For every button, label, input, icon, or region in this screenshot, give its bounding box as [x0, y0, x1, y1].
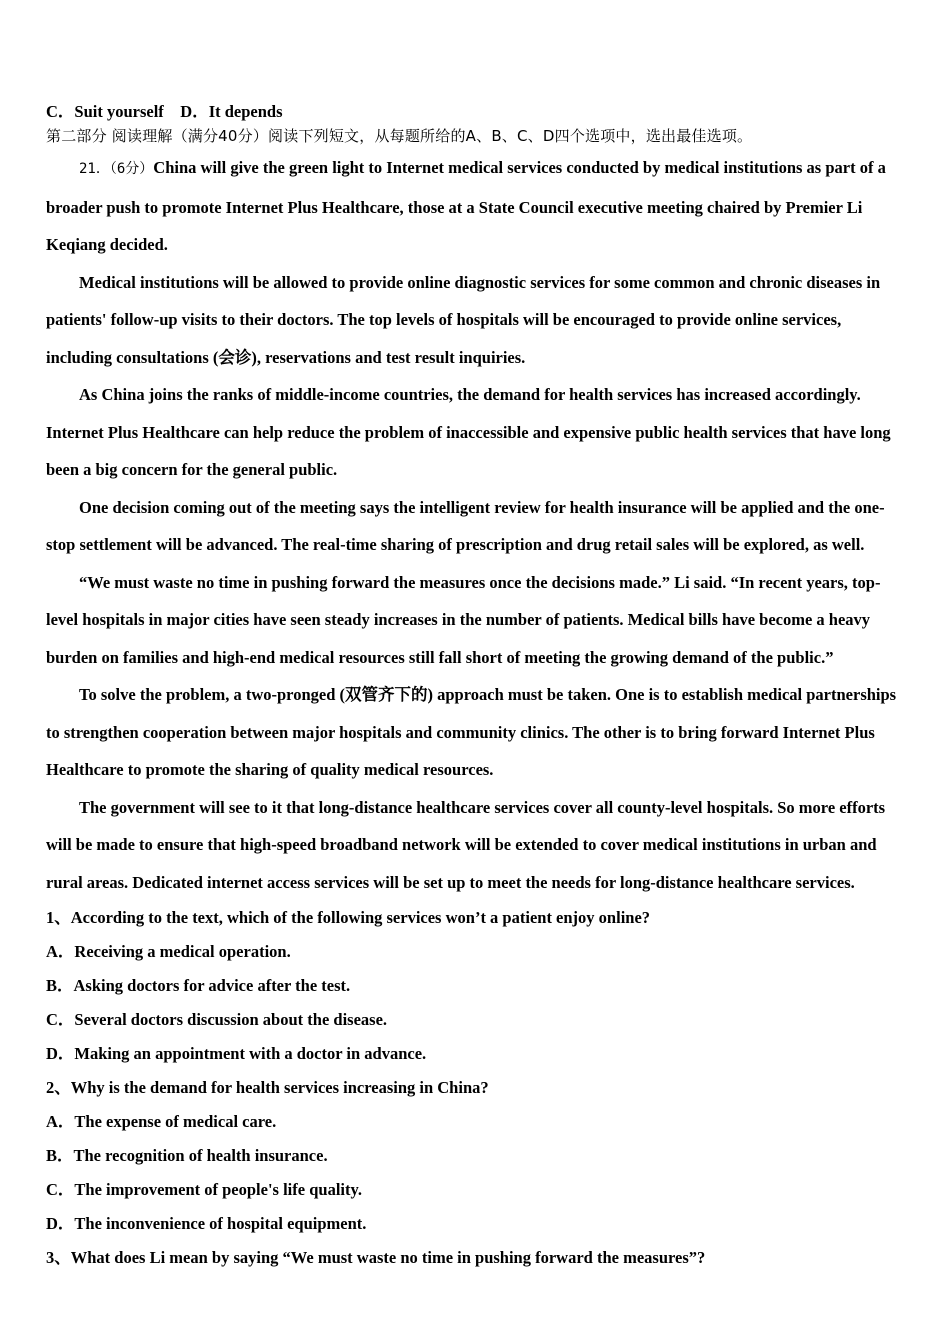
option-c[interactable]: C．Several doctors discussion about the disease. — [46, 1010, 388, 1029]
passage-paragraph-4: One decision coming out of the meeting says the intelligent review for health insurance will be applied and the one-stop settlement will be advanced. The real-time sharing of prescription and drug retail sales will be explored, as well. — [46, 497, 885, 554]
question-1 — [46, 901, 906, 1071]
question-stem: 1、According to the text, which of the following services won’t a patient enjoy online? — [46, 908, 651, 927]
passage-paragraph-1: 21．（6分）China will give the green light to Internet medical services conducted by medical institutions as part of a broader push to promote Internet Plus Healthcare, those at a State Council executive meeting chaired by Premier Li Keqiang decided. — [46, 158, 886, 254]
passage-paragraph-7: The government will see to it that long-distance healthcare services cover all county-level hospitals. So more efforts will be made to ensure that high-speed broadband network will be extended to cover medical institutions in urban and rural areas. Dedicated internet access services will be set up to meet the needs for long-distance healthcare services. — [46, 797, 886, 892]
option-b[interactable]: B．The recognition of health insurance. — [46, 1146, 328, 1165]
question-stem: 3、What does Li mean by saying “We must waste no time in pushing forward the measures”? — [46, 1248, 706, 1267]
passage-paragraph-2: Medical institutions will be allowed to provide online diagnostic services for some common and chronic diseases in patients' follow-up visits to their doctors. The top levels of hospitals will be encouraged to provide online services, including consultations (会诊), reservations and test result inquiries. — [46, 272, 881, 367]
previous-question-options: C．Suit yourself D．It depends — [46, 102, 283, 121]
passage-paragraph-6: To solve the problem, a two-pronged (双管齐下的) approach must be taken. One is to establish medical partnerships to strengthen cooperation between major hospitals and community clinics. The other is to bring forward Internet Plus Healthcare to promote the sharing of quality medical resources. — [46, 685, 897, 779]
option-b[interactable]: B．Asking doctors for advice after the test. — [46, 976, 351, 995]
section-heading: 第二部分 阅读理解（满分40分）阅读下列短文，从每题所给的A、B、C、D四个选项中，选出最佳选项。 — [46, 127, 753, 145]
option-a[interactable]: A．The expense of medical care. — [46, 1112, 277, 1131]
option-c[interactable]: C．The improvement of people's life quality. — [46, 1180, 362, 1199]
passage-paragraph-5: “We must waste no time in pushing forward the measures once the decisions made.” Li said. “In recent years, top-level hospitals in major cities have seen steady increases in the number of patients. Medical bills have become a heavy burden on families and high-end medical resources still fall short of meeting the growing demand of the public.” — [46, 572, 881, 667]
document-page — [46, 101, 906, 1275]
option-d[interactable]: D．Making an appointment with a doctor in advance. — [46, 1044, 427, 1063]
question-2 — [46, 1071, 906, 1241]
question-stem: 2、Why is the demand for health services increasing in China? — [46, 1078, 489, 1097]
option-d[interactable]: D．The inconvenience of hospital equipment. — [46, 1214, 367, 1233]
question-number-prefix: 21．（6分） — [79, 161, 154, 177]
reading-passage — [46, 149, 906, 901]
question-3 — [46, 1241, 906, 1275]
option-a[interactable]: A．Receiving a medical operation. — [46, 942, 291, 961]
passage-paragraph-3: As China joins the ranks of middle-income countries, the demand for health services has increased accordingly. Internet Plus Healthcare can help reduce the problem of inaccessible and expensive public health services that have long been a big concern for the general public. — [46, 385, 891, 479]
